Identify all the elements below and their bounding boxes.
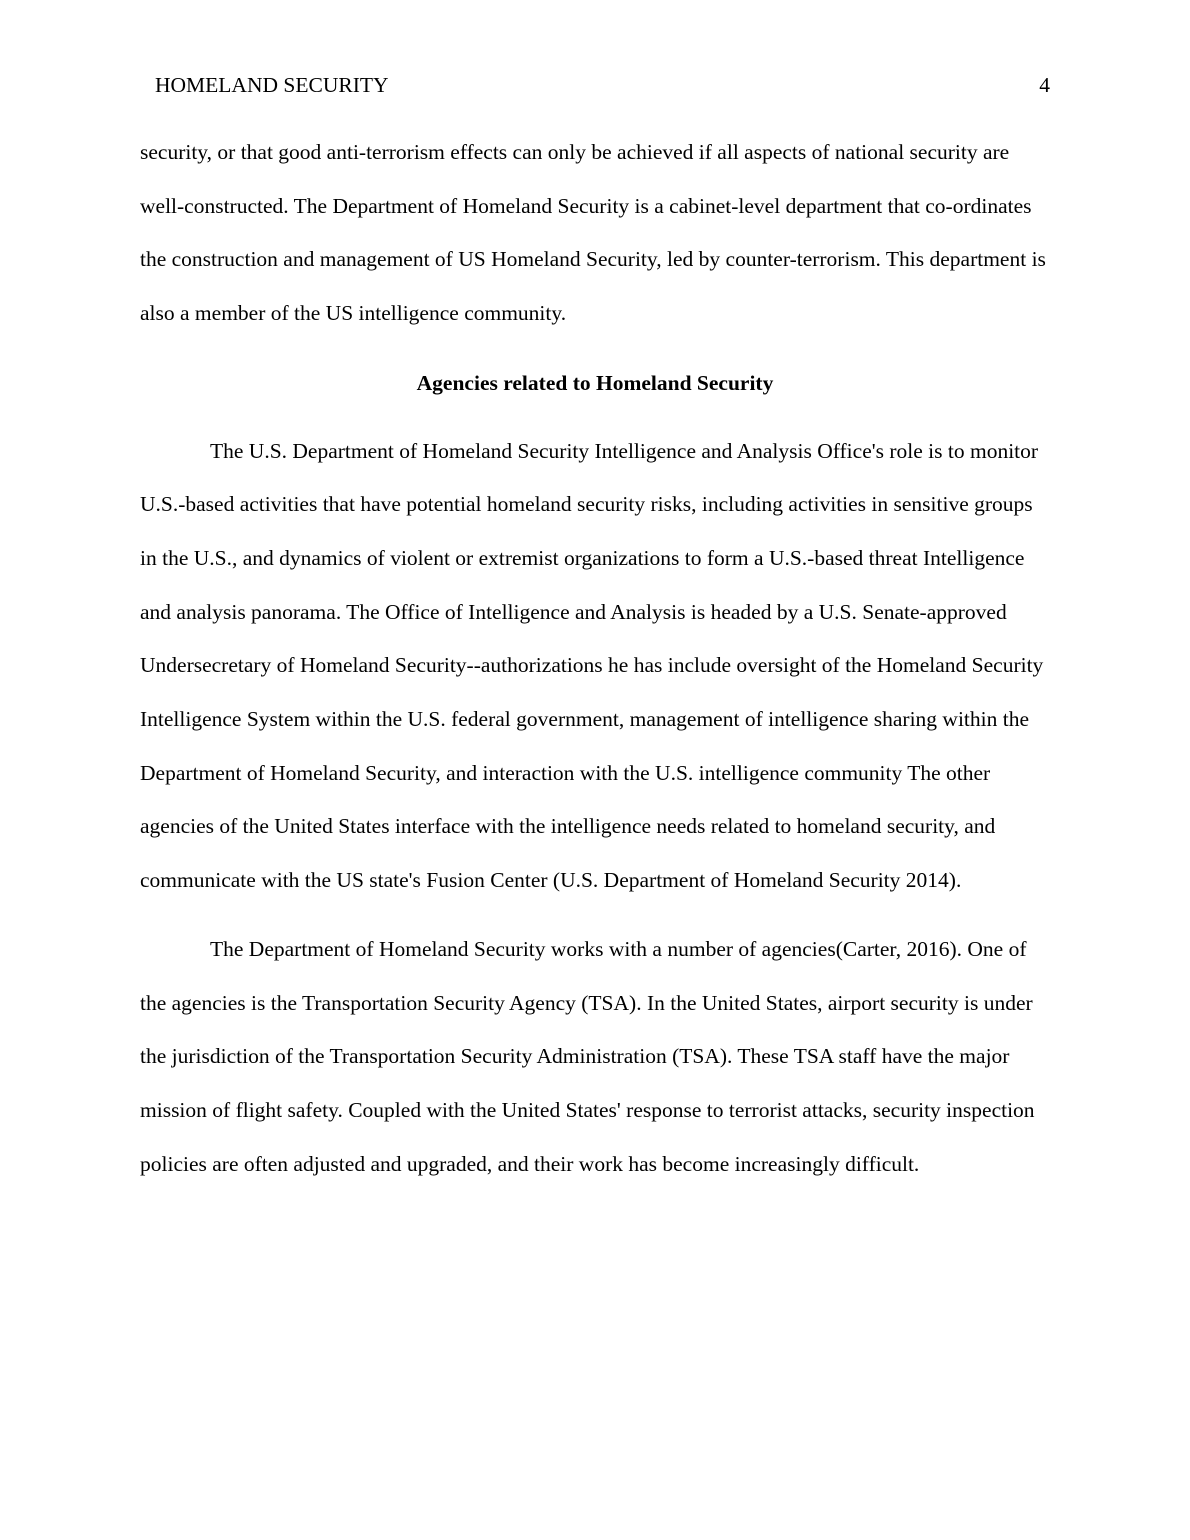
body-paragraph-tsa: The Department of Homeland Security works with a number of agencies(Carter, 2016). One of the agencies is the Transportation Security Agency (TSA). In the United States, airport security is under the jurisdiction of the Transportation Security Administration (TSA). These TSA staff have the major mission of flight safety. Coupled with the United States' response to terrorist attacks, security inspection policies are often adjusted and upgraded, and their work has become increasingly difficult. xyxy=(140,936,1035,1176)
page-number: 4 xyxy=(1039,73,1050,97)
running-head: HOMELAND SECURITY xyxy=(155,73,389,97)
page-header xyxy=(155,70,1050,100)
continuation-paragraph: security, or that good anti-terrorism effects can only be achieved if all aspects of national security are well-constructed. The Department of Homeland Security is a cabinet-level department that co-ordinates the construction and management of US Homeland Security, led by counter-terrorism. This department is also a member of the US intelligence community. xyxy=(140,140,1046,326)
body-paragraph-intelligence-analysis: The U.S. Department of Homeland Security Intelligence and Analysis Office's role is to monitor U.S.-based activities that have potential homeland security risks, including activities in sensitive groups in the U.S., and dynamics of violent or extremist organizations to form a U.S.-based threat Intelligence and analysis panorama. The Office of Intelligence and Analysis is headed by a U.S. Senate-approved Undersecretary of Homeland Security--authorizations he has include oversight of the Homeland Security Intelligence System within the U.S. federal government, management of intelligence sharing within the Department of Homeland Security, and interaction with the U.S. intelligence community The other agencies of the United States interface with the intelligence needs related to homeland security, and communicate with the US state's Fusion Center (U.S. Department of Homeland Security 2014). xyxy=(140,438,1044,893)
document-body xyxy=(140,126,1050,1191)
section-heading: Agencies related to Homeland Security xyxy=(416,370,774,395)
